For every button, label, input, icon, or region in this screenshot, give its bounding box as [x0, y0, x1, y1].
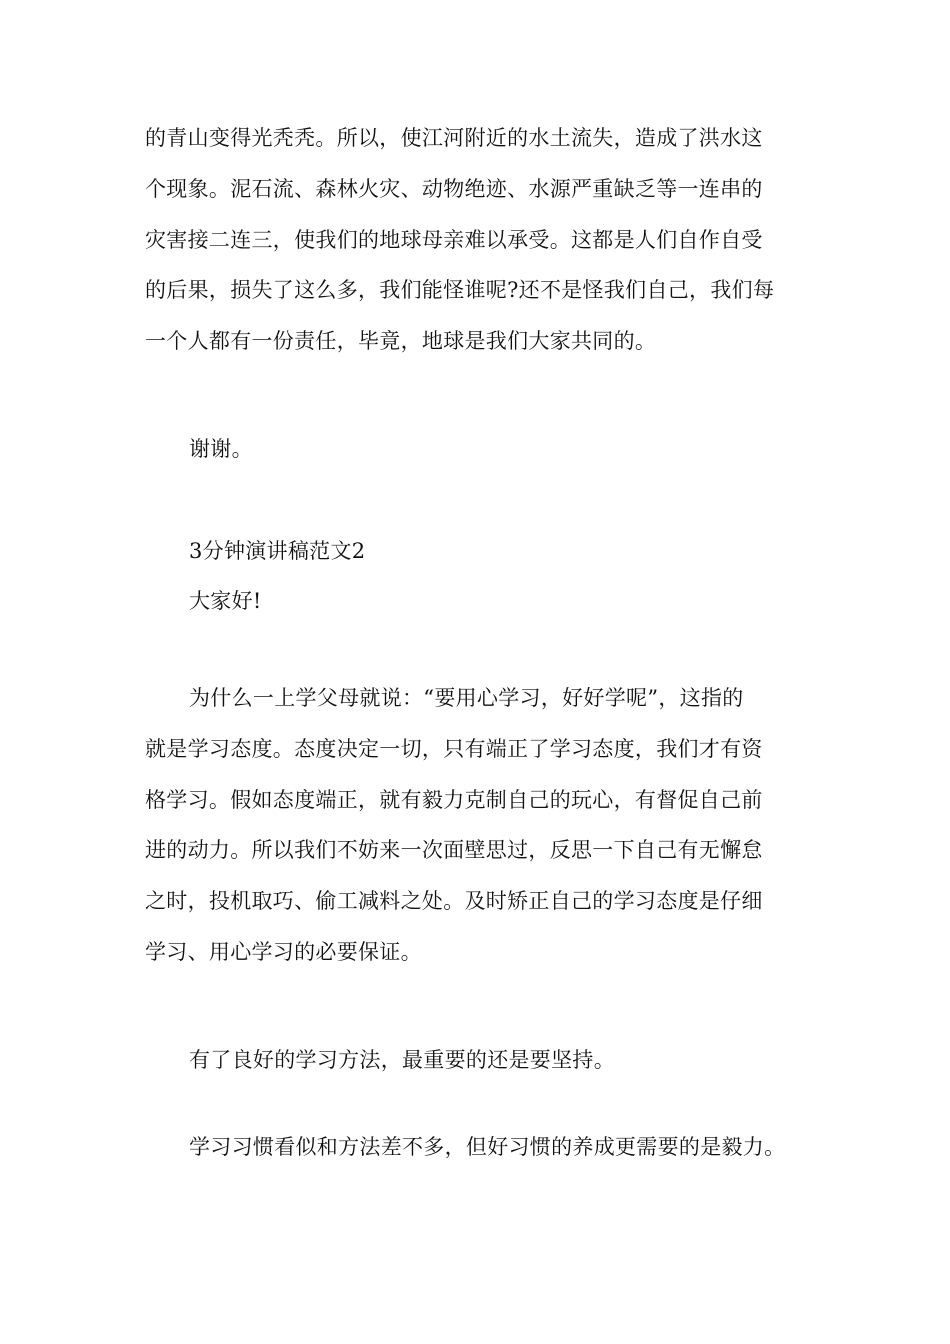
greeting-text: 大家好! [189, 589, 262, 613]
section-title-text: 3分钟演讲稿范文2 [189, 539, 366, 563]
text-line: 的青山变得光秃秃。所以，使江河附近的水土流失，造成了洪水这 [145, 126, 763, 150]
paragraph-persist [145, 1035, 809, 1086]
paragraph-attitude [145, 673, 809, 978]
text-line: 灾害接二连三，使我们的地球母亲难以承受。这都是人们自作自受 [145, 227, 763, 252]
habit-text: 学习习惯看似和方法差不多，但好习惯的养成更需要的是毅力。 [189, 1135, 786, 1159]
text-line: 进的动力。所以我们不妨来一次面壁思过，反思一下自己有无懈怠 [145, 838, 763, 863]
text-line: 的后果，损失了这么多，我们能怪谁呢?还不是怪我们自己，我们每 [145, 278, 775, 303]
text-line: 一个人都有一份责任，毕竟，地球是我们大家共同的。 [145, 329, 657, 354]
text-line: 之时，投机取巧、偷工减料之处。及时矫正自己的学习态度是仔细 [145, 889, 763, 914]
greeting-paragraph [145, 576, 809, 627]
text-line: 个现象。泥石流、森林火灾、动物绝迹、水源严重缺乏等一连串的 [145, 176, 763, 201]
thanks-paragraph [145, 424, 809, 475]
text-line: 格学习。假如态度端正，就有毅力克制自己的玩心，有督促自己前 [145, 787, 763, 812]
text-line: 学习、用心学习的必要保证。 [145, 939, 422, 964]
section-title [145, 526, 809, 577]
paragraph-continued [145, 113, 809, 367]
persist-text: 有了良好的学习方法，最重要的还是要坚持。 [189, 1048, 615, 1072]
text-line: 为什么一上学父母就说：“要用心学习，好好学呢”，这指的 [189, 686, 744, 710]
thanks-text: 谢谢。 [189, 437, 253, 461]
paragraph-habit [145, 1122, 809, 1173]
text-line: 就是学习态度。态度决定一切，只有端正了学习态度，我们才有资 [145, 736, 763, 761]
